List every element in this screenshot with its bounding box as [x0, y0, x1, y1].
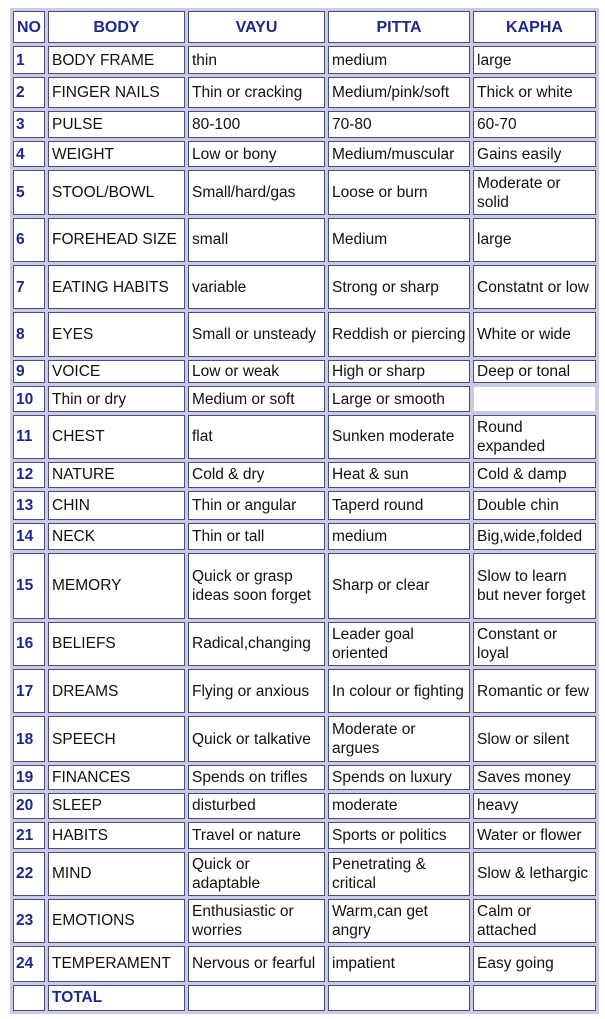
- kapha-trait: Slow & lethargic: [473, 852, 596, 896]
- vayu-trait: Small or unsteady: [188, 312, 325, 356]
- vayu-trait: Thin or tall: [188, 523, 325, 550]
- table-row: [13, 852, 596, 896]
- total-no-cell: [13, 985, 45, 1011]
- pitta-trait: Taperd round: [328, 491, 470, 520]
- kapha-trait: Constatnt or low: [473, 265, 596, 309]
- vayu-trait: Thin or angular: [188, 491, 325, 520]
- pitta-trait: Spends on luxury: [328, 765, 470, 790]
- vayu-trait: Small/hard/gas: [188, 170, 325, 214]
- kapha-trait: Round expanded: [473, 415, 596, 458]
- pitta-trait: Sharp or clear: [328, 553, 470, 619]
- row-number: 16: [13, 622, 45, 666]
- row-number: 4: [13, 141, 45, 167]
- vayu-trait: Low or bony: [188, 141, 325, 167]
- vayu-trait: disturbed: [188, 793, 325, 819]
- row-number: 3: [13, 111, 45, 138]
- vayu-trait: Enthusiastic or worries: [188, 899, 325, 943]
- pitta-trait: In colour or fighting: [328, 669, 470, 713]
- vayu-trait: Nervous or fearful: [188, 946, 325, 982]
- kapha-trait: Easy going: [473, 946, 596, 982]
- kapha-trait: [473, 386, 596, 412]
- body-trait: Thin or dry: [48, 386, 185, 412]
- vayu-trait: Thin or cracking: [188, 77, 325, 108]
- pitta-trait: Sports or politics: [328, 822, 470, 849]
- row-number: 15: [13, 553, 45, 619]
- kapha-trait: Thick or white: [473, 77, 596, 108]
- row-number: 14: [13, 523, 45, 550]
- row-number: 23: [13, 899, 45, 943]
- row-number: 6: [13, 218, 45, 262]
- body-trait: SPEECH: [48, 716, 185, 761]
- pitta-trait: Penetrating & critical: [328, 852, 470, 896]
- table-row: [13, 46, 596, 74]
- vayu-trait: Travel or nature: [188, 822, 325, 849]
- table-row: [13, 360, 596, 384]
- kapha-trait: Water or flower: [473, 822, 596, 849]
- kapha-trait: Calm or attached: [473, 899, 596, 943]
- pitta-trait: Medium/muscular: [328, 141, 470, 167]
- header-body: BODY: [48, 11, 185, 43]
- body-trait: EMOTIONS: [48, 899, 185, 943]
- table-row: [13, 415, 596, 458]
- row-number: 17: [13, 669, 45, 713]
- pitta-trait: Leader goal oriented: [328, 622, 470, 666]
- body-trait: FINANCES: [48, 765, 185, 790]
- table-row: [13, 77, 596, 108]
- row-number: 10: [13, 386, 45, 412]
- pitta-trait: medium: [328, 523, 470, 550]
- table-row: [13, 765, 596, 790]
- row-number: 13: [13, 491, 45, 520]
- vayu-trait: thin: [188, 46, 325, 74]
- total-label: TOTAL: [48, 985, 185, 1011]
- pitta-trait: Reddish or piercing: [328, 312, 470, 356]
- vayu-trait: Cold & dry: [188, 462, 325, 488]
- kapha-trait: large: [473, 218, 596, 262]
- pitta-trait: Strong or sharp: [328, 265, 470, 309]
- row-number: 7: [13, 265, 45, 309]
- table-row: [13, 462, 596, 488]
- pitta-trait: Warm,can get angry: [328, 899, 470, 943]
- row-number: 19: [13, 765, 45, 790]
- vayu-trait: variable: [188, 265, 325, 309]
- table-row: [13, 386, 596, 412]
- row-number: 18: [13, 716, 45, 761]
- body-trait: DREAMS: [48, 669, 185, 713]
- body-trait: CHIN: [48, 491, 185, 520]
- body-trait: EATING HABITS: [48, 265, 185, 309]
- pitta-trait: Large or smooth: [328, 386, 470, 412]
- vayu-trait: Quick or grasp ideas soon forget: [188, 553, 325, 619]
- pitta-trait: Sunken moderate: [328, 415, 470, 458]
- pitta-trait: Heat & sun: [328, 462, 470, 488]
- row-number: 9: [13, 360, 45, 384]
- total-row: [13, 985, 596, 1011]
- kapha-trait: Moderate or solid: [473, 170, 596, 214]
- kapha-trait: White or wide: [473, 312, 596, 356]
- row-number: 2: [13, 77, 45, 108]
- total-kapha-cell: [473, 985, 596, 1011]
- table-row: [13, 170, 596, 214]
- table-row: [13, 111, 596, 138]
- row-number: 20: [13, 793, 45, 819]
- row-number: 24: [13, 946, 45, 982]
- header-pitta: PITTA: [328, 11, 470, 43]
- pitta-trait: 70-80: [328, 111, 470, 138]
- body-trait: CHEST: [48, 415, 185, 458]
- pitta-trait: moderate: [328, 793, 470, 819]
- table-row: [13, 312, 596, 356]
- kapha-trait: Constant or loyal: [473, 622, 596, 666]
- table-row: [13, 218, 596, 262]
- pitta-trait: Medium/pink/soft: [328, 77, 470, 108]
- kapha-trait: Gains easily: [473, 141, 596, 167]
- pitta-trait: High or sharp: [328, 360, 470, 384]
- table-row: [13, 793, 596, 819]
- dosha-table: [10, 8, 599, 1014]
- body-trait: NECK: [48, 523, 185, 550]
- vayu-trait: Low or weak: [188, 360, 325, 384]
- body-trait: MEMORY: [48, 553, 185, 619]
- vayu-trait: 80-100: [188, 111, 325, 138]
- body-trait: HABITS: [48, 822, 185, 849]
- row-number: 22: [13, 852, 45, 896]
- row-number: 21: [13, 822, 45, 849]
- body-trait: PULSE: [48, 111, 185, 138]
- row-number: 11: [13, 415, 45, 458]
- table-row: [13, 622, 596, 666]
- body-trait: STOOL/BOWL: [48, 170, 185, 214]
- total-pitta-cell: [328, 985, 470, 1011]
- body-trait: BELIEFS: [48, 622, 185, 666]
- kapha-trait: Saves money: [473, 765, 596, 790]
- body-trait: NATURE: [48, 462, 185, 488]
- body-trait: BODY FRAME: [48, 46, 185, 74]
- table-row: [13, 716, 596, 761]
- vayu-trait: Spends on trifles: [188, 765, 325, 790]
- kapha-trait: Romantic or few: [473, 669, 596, 713]
- body-trait: FOREHEAD SIZE: [48, 218, 185, 262]
- row-number: 1: [13, 46, 45, 74]
- table-row: [13, 669, 596, 713]
- body-trait: SLEEP: [48, 793, 185, 819]
- kapha-trait: large: [473, 46, 596, 74]
- vayu-trait: small: [188, 218, 325, 262]
- vayu-trait: Radical,changing: [188, 622, 325, 666]
- pitta-trait: impatient: [328, 946, 470, 982]
- body-trait: VOICE: [48, 360, 185, 384]
- table-row: [13, 946, 596, 982]
- total-vayu-cell: [188, 985, 325, 1011]
- kapha-trait: Big,wide,folded: [473, 523, 596, 550]
- pitta-trait: Moderate or argues: [328, 716, 470, 761]
- kapha-trait: Slow or silent: [473, 716, 596, 761]
- row-number: 12: [13, 462, 45, 488]
- table-row: [13, 822, 596, 849]
- table-row: [13, 553, 596, 619]
- vayu-trait: Flying or anxious: [188, 669, 325, 713]
- table-row: [13, 899, 596, 943]
- vayu-trait: Medium or soft: [188, 386, 325, 412]
- kapha-trait: Deep or tonal: [473, 360, 596, 384]
- kapha-trait: heavy: [473, 793, 596, 819]
- kapha-trait: Double chin: [473, 491, 596, 520]
- header-no: NO: [13, 11, 45, 43]
- kapha-trait: Cold & damp: [473, 462, 596, 488]
- table-row: [13, 491, 596, 520]
- pitta-trait: medium: [328, 46, 470, 74]
- body-trait: MIND: [48, 852, 185, 896]
- header-vayu: VAYU: [188, 11, 325, 43]
- row-number: 5: [13, 170, 45, 214]
- body-trait: WEIGHT: [48, 141, 185, 167]
- vayu-trait: flat: [188, 415, 325, 458]
- table-row: [13, 523, 596, 550]
- body-trait: TEMPERAMENT: [48, 946, 185, 982]
- kapha-trait: 60-70: [473, 111, 596, 138]
- body-trait: FINGER NAILS: [48, 77, 185, 108]
- vayu-trait: Quick or talkative: [188, 716, 325, 761]
- body-trait: EYES: [48, 312, 185, 356]
- header-kapha: KAPHA: [473, 11, 596, 43]
- kapha-trait: Slow to learn but never forget: [473, 553, 596, 619]
- header-row: [13, 11, 596, 43]
- row-number: 8: [13, 312, 45, 356]
- pitta-trait: Medium: [328, 218, 470, 262]
- vayu-trait: Quick or adaptable: [188, 852, 325, 896]
- pitta-trait: Loose or burn: [328, 170, 470, 214]
- table-row: [13, 141, 596, 167]
- table-row: [13, 265, 596, 309]
